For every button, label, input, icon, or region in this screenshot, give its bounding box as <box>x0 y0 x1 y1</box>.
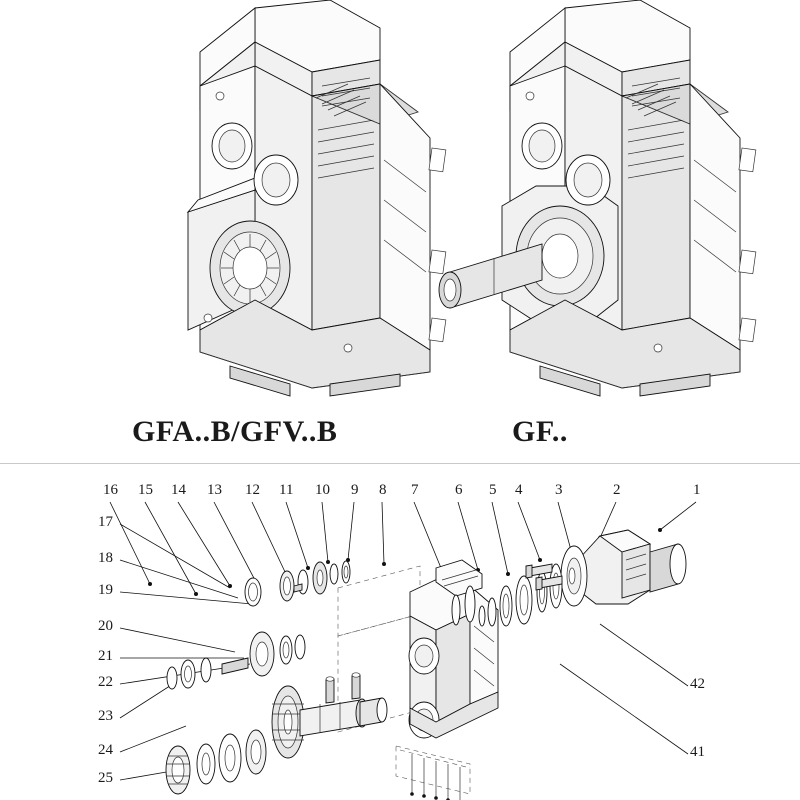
callout-12: 12 <box>245 482 260 498</box>
callout-13: 13 <box>207 482 222 498</box>
callout-8: 8 <box>379 482 387 498</box>
callout-2: 2 <box>613 482 621 498</box>
callout-4: 4 <box>515 482 523 498</box>
gearbox-isometric-gf <box>390 0 800 410</box>
label-gf: GF.. <box>512 415 568 448</box>
callout-42: 42 <box>690 676 705 692</box>
callout-18: 18 <box>98 550 113 566</box>
callout-19: 19 <box>98 582 113 598</box>
callout-6: 6 <box>455 482 463 498</box>
callout-23: 23 <box>98 708 113 724</box>
callout-24: 24 <box>98 742 113 758</box>
callout-11: 11 <box>279 482 294 498</box>
callout-22: 22 <box>98 674 113 690</box>
callout-17: 17 <box>98 514 113 530</box>
callout-10: 10 <box>315 482 330 498</box>
callout-20: 20 <box>98 618 113 634</box>
gearbox-exploded-parts-diagram <box>0 464 800 800</box>
exploded-view-section <box>0 464 800 800</box>
callout-21: 21 <box>98 648 113 664</box>
callout-7: 7 <box>411 482 419 498</box>
callout-25: 25 <box>98 770 113 786</box>
callout-3: 3 <box>555 482 563 498</box>
label-gfa-b-gfv-b: GFA..B/GFV..B <box>132 415 338 448</box>
callout-9: 9 <box>351 482 359 498</box>
callout-5: 5 <box>489 482 497 498</box>
callout-16: 16 <box>103 482 118 498</box>
callout-1: 1 <box>693 482 701 498</box>
callout-15: 15 <box>138 482 153 498</box>
callout-41: 41 <box>690 744 705 760</box>
callout-14: 14 <box>171 482 186 498</box>
